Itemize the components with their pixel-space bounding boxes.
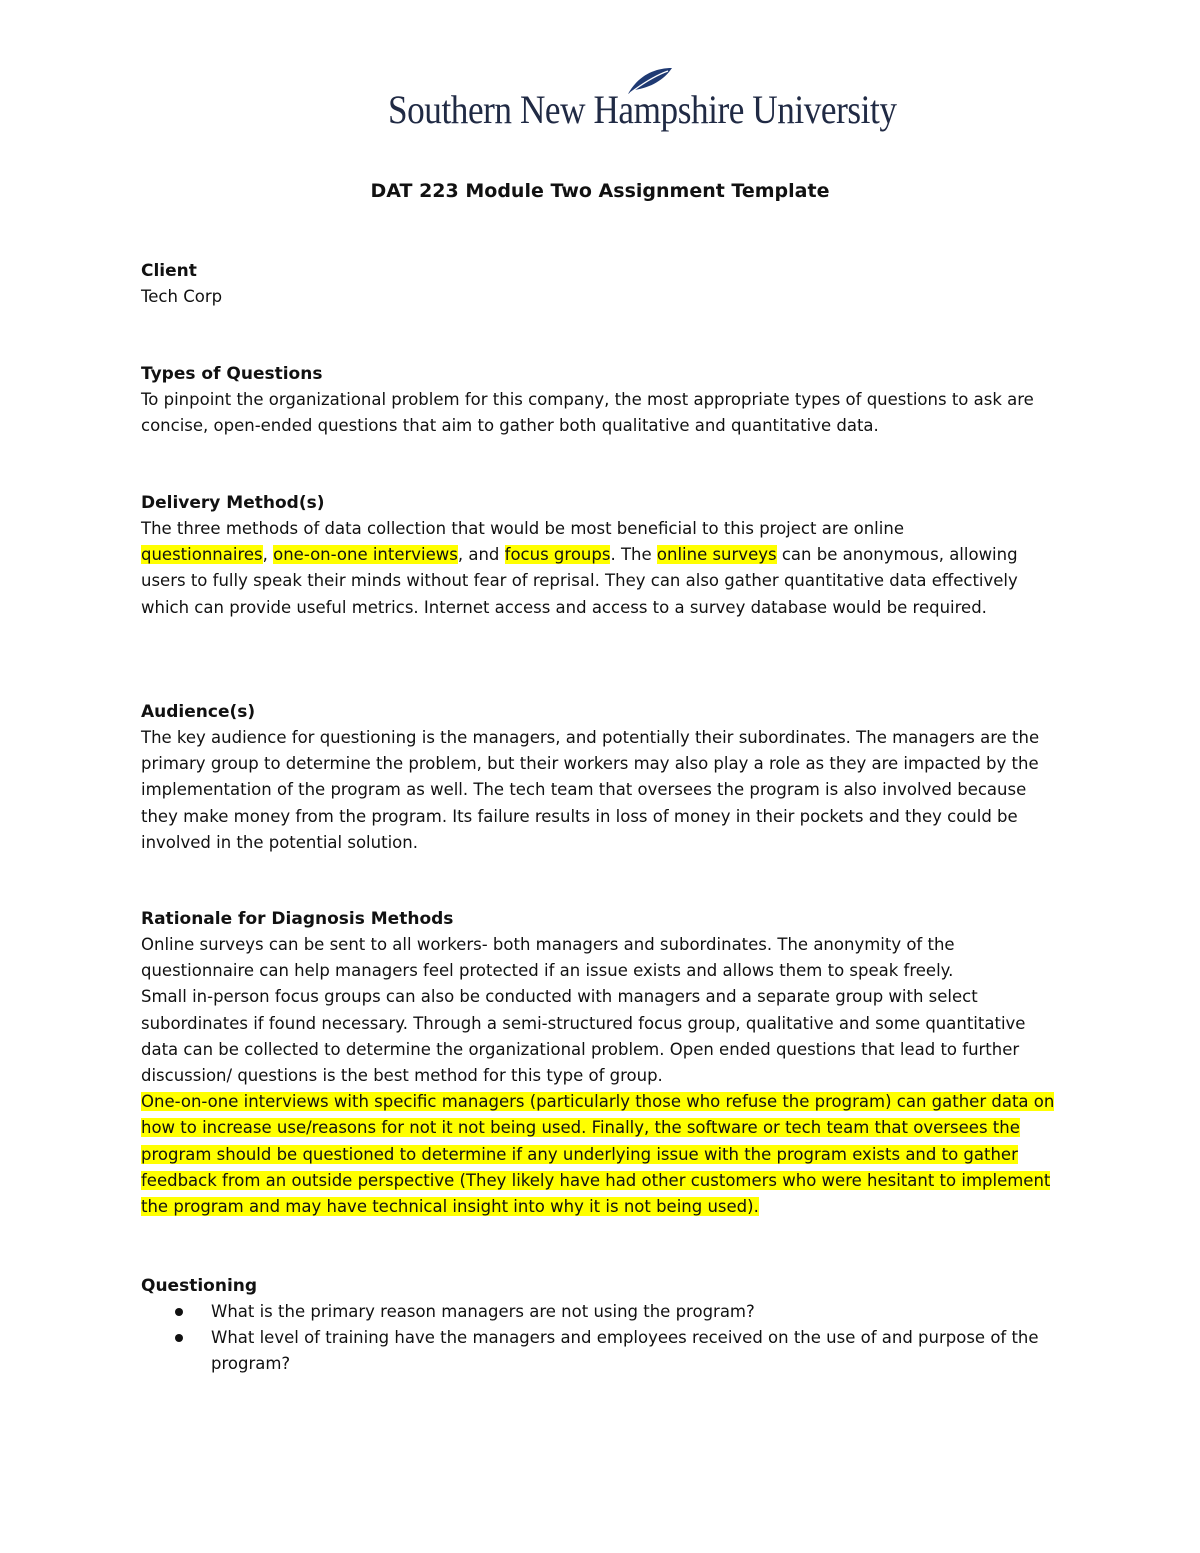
rationale-highlighted-text: One-on-one interviews with specific managers (particularly those who refuse the program) can gather data on how to increase use/reasons for not it not being used. Finally, the software or tech team that oversees the program should be questioned to determine if any underlying issue with the program exists and to gather feedback from an outside perspective (They likely have had other customers who were hesitant to implement the program and may have technical insight into why it is not being used).: [141, 1092, 1055, 1217]
delivery-sep-1: ,: [262, 545, 274, 565]
questions-list: [141, 1299, 1061, 1378]
client-value: Tech Corp: [141, 287, 223, 306]
bullet-icon: [175, 1308, 183, 1316]
audience-heading: Audience(s): [141, 702, 256, 722]
types-section: [141, 361, 1061, 439]
audience-section: [141, 699, 1061, 856]
highlight-questionnaires: questionnaires: [141, 545, 263, 565]
rationale-paragraph-1: Online surveys can be sent to all workers- both managers and subordinates. The anonymity of the questionnaire can help managers feel protected if an issue exists and allows them to speak freely.: [141, 935, 955, 981]
highlight-online-surveys: online surveys: [656, 545, 777, 565]
audience-text: The key audience for questioning is the managers, and potentially their subordinates. The managers are the primary group to determine the problem, but their workers may also play a role as they are impacted by the implementation of the program as well. The tech team that oversees the program is also involved because they make money from the program. Its failure results in loss of money in their pockets and they could be involved in the potential solution.: [141, 728, 1040, 852]
bullet-icon: [175, 1334, 183, 1342]
delivery-section: [141, 490, 1061, 621]
question-text: What is the primary reason managers are not using the program?: [211, 1302, 755, 1321]
questioning-section: [141, 1273, 1061, 1378]
university-logo: [380, 66, 897, 138]
delivery-text-part-2: can be anonymous, allowing users to fully speak their minds without fear of reprisal. They can also gather quantitative data effectively which can provide useful metrics. Internet access and access to a survey database would be required.: [141, 545, 1018, 617]
delivery-text-part-1: The three methods of data collection that would be most beneficial to this project are online: [141, 519, 904, 538]
highlight-interviews: one-on-one interviews: [273, 545, 458, 565]
list-item: [141, 1325, 1061, 1377]
rationale-paragraph-2: Small in-person focus groups can also be conducted with managers and a separate group with select subordinates if found necessary. Through a semi-structured focus group, qualitative and some quantitative data can be collected to determine the organizational problem. Open ended questions that lead to further discussion/ questions is the best method for this type of group.: [141, 987, 1026, 1086]
questioning-heading: Questioning: [141, 1276, 258, 1296]
delivery-heading: Delivery Method(s): [141, 493, 325, 513]
client-heading: Client: [141, 261, 197, 281]
question-text: What level of training have the managers and employees received on the use of and purpose of the program?: [211, 1328, 1039, 1374]
list-item: [141, 1299, 1061, 1325]
types-text: To pinpoint the organizational problem for this company, the most appropriate types of questions to ask are concise, open-ended questions that aim to gather both qualitative and quantitative data.: [141, 390, 1034, 436]
client-section: [141, 258, 1061, 310]
delivery-text: [141, 516, 1061, 621]
rationale-paragraph-3: [141, 1089, 1061, 1220]
logo-text: Southern New Hampshire University: [388, 87, 897, 132]
rationale-heading: Rationale for Diagnosis Methods: [141, 909, 454, 929]
delivery-sep-2: , and: [457, 545, 505, 565]
highlight-focus-groups: focus groups: [504, 545, 611, 565]
rationale-section: [141, 906, 1061, 1220]
delivery-sep-3: . The: [610, 545, 657, 565]
page-title: DAT 223 Module Two Assignment Template: [370, 180, 830, 202]
types-heading: Types of Questions: [141, 364, 323, 384]
